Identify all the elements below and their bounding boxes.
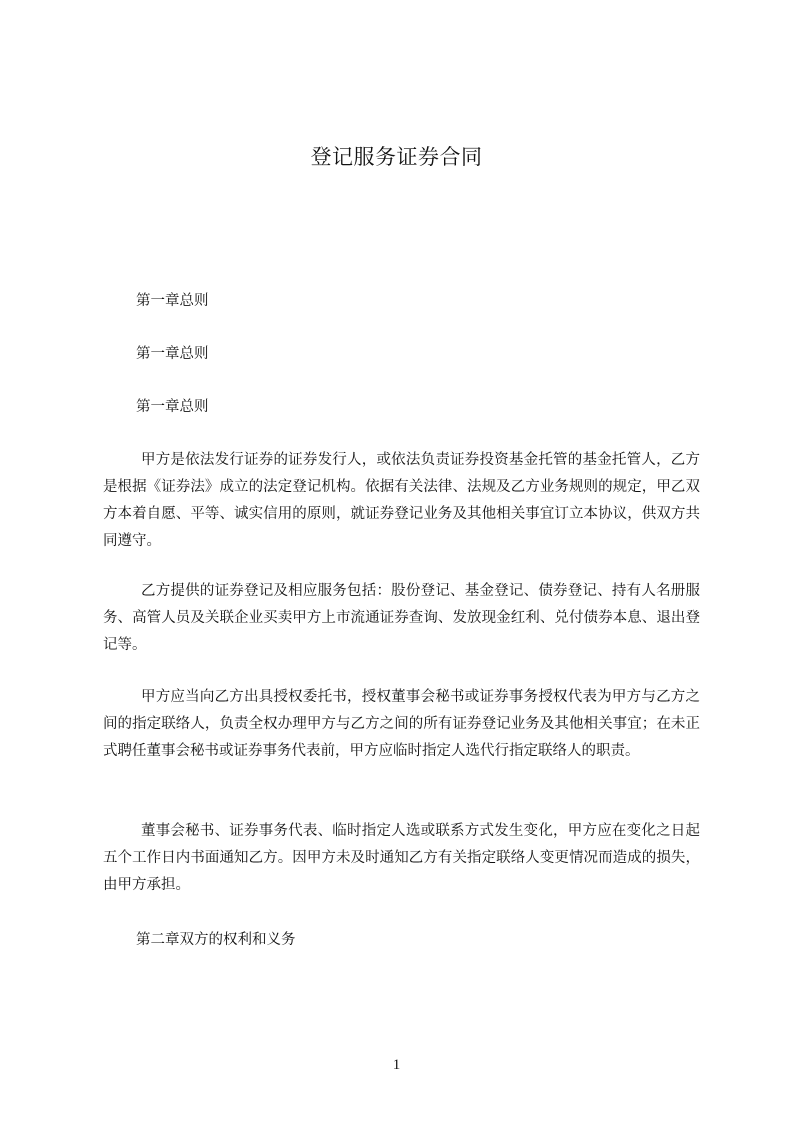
chapter-heading: 第二章双方的权利和义务 [136,932,296,948]
body-paragraph: 董事会秘书、证券事务代表、临时指定人选或联系方式发生变化，甲方应在变化之日起五个工作日内书面通知乙方。因甲方未及时通知乙方有关指定联络人变更情况而造成的损失，由甲方承担。 [103,823,700,893]
chapter-heading: 第一章总则 [136,399,209,415]
body-paragraph: 甲方是依法发行证券的证券发行人，或依法负责证券投资基金托管的基金托管人，乙方是根据《证券法》成立的法定登记机构。依据有关法律、法规及乙方业务规则的规定，甲乙双方本着自愿、平等、诚实信用的原则，就证券登记业务及其他相关事宜订立本协议，供双方共同遵守。 [103,452,700,549]
chapter-heading: 第一章总则 [136,346,209,362]
page-number: 1 [392,1057,401,1073]
chapter-heading: 第一章总则 [136,293,209,309]
body-paragraph: 乙方提供的证券登记及相应服务包括：股份登记、基金登记、债券登记、持有人名册服务、高管人员及关联企业买卖甲方上市流通证券查询、发放现金红利、兑付债券本息、退出登记等。 [103,583,700,653]
body-paragraph: 甲方应当向乙方出具授权委托书，授权董事会秘书或证券事务授权代表为甲方与乙方之间的指定联络人，负责全权办理甲方与乙方之间的所有证券登记业务及其他相关事宜；在未正式聘任董事会秘书或证券事务代表前，甲方应临时指定人选代行指定联络人的职责。 [103,689,700,759]
document-title: 登记服务证券合同 [310,145,483,169]
